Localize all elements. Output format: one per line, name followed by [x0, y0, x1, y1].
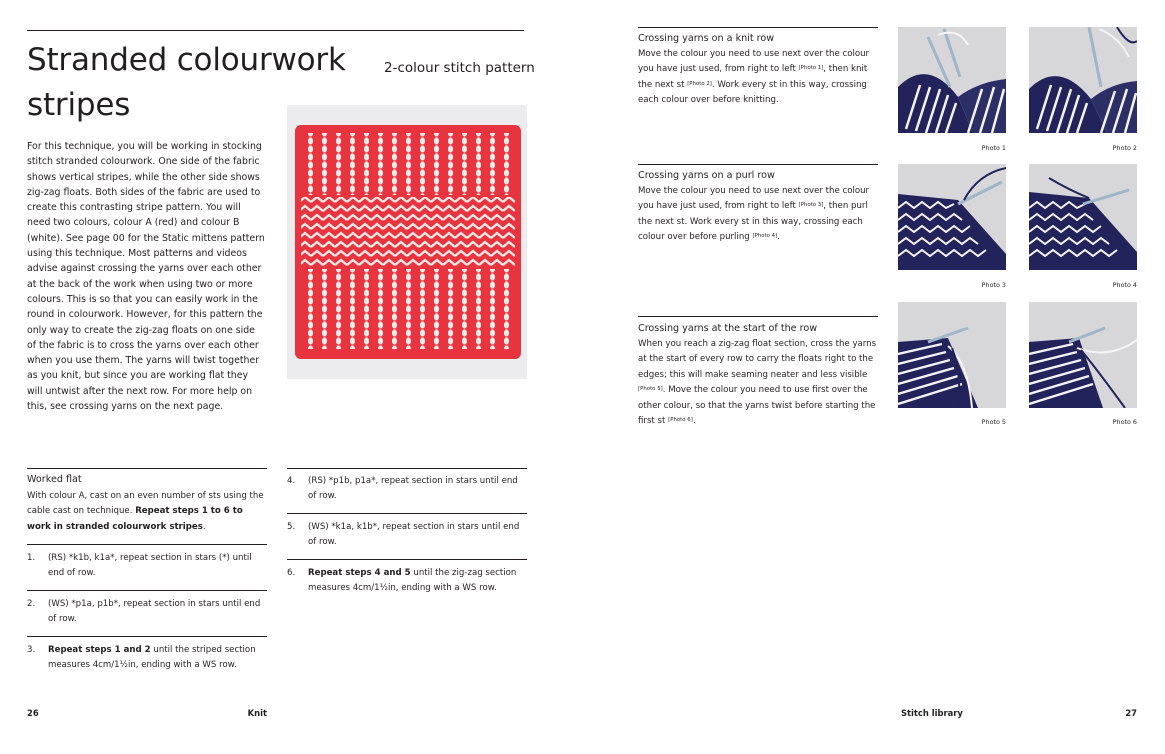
worked-flat-title: Worked flat [27, 474, 82, 485]
step-rule [27, 544, 267, 545]
section-rule [638, 316, 878, 317]
section-title-purl-row: Crossing yarns on a purl row [638, 170, 775, 181]
swatch-graphic [287, 105, 527, 379]
worked-flat-text: With colour A, cast on an even number of sts using the cable cast on technique. Repeat steps 1 to 6 to work in stranded colourwork stripes. [27, 491, 264, 532]
photo-6-image [1029, 302, 1137, 408]
knitted-swatch-image [287, 105, 527, 379]
photo-3-image [898, 164, 1006, 270]
section-rule [638, 27, 878, 28]
section-title-start-row: Crossing yarns at the start of the row [638, 323, 818, 334]
section-text-start-row: When you reach a zig-zag float section, cross the yarns at the start of every row to carry the floats right to the edges; this will make seaming neater and less visible [Photo 5]. Move the colour you need to use first over the other colour, so that the yarns twist before starting the first st [Photo 6]. [638, 339, 877, 427]
step-rule [287, 513, 527, 514]
photo-1-caption: Photo 1 [981, 144, 1006, 152]
step-rule [287, 559, 527, 560]
photo-4-caption: Photo 4 [1112, 281, 1137, 289]
section-rule [638, 164, 878, 165]
photo-5-caption: Photo 5 [981, 418, 1006, 426]
photo-3-caption: Photo 3 [981, 281, 1006, 289]
right-page-number: 27 [1125, 708, 1137, 718]
step-rule [27, 590, 267, 591]
photo-4-image [1029, 164, 1137, 270]
top-rule [27, 30, 524, 31]
right-running-footer: Stitch library [901, 708, 963, 718]
section-text-knit-row: Move the colour you need to use next over the colour you have just used, from right to left [Photo 1], then knit the next st [Photo 2]. Work every st in this way, crossing each colour over before knitting. [638, 49, 870, 106]
photo-2-caption: Photo 2 [1112, 144, 1137, 152]
worked-flat-rule [27, 468, 267, 469]
section-title-knit-row: Crossing yarns on a knit row [638, 33, 775, 44]
intro-paragraph: For this technique, you will be working in stocking stitch stranded colourwork. One side of the fabric shows vertical stripes, while the other side shows zig-zag floats. Both sides of the fabric are used to create this contrasting stripe pattern. You will need two colours, colour A (red) and colour B (white). See page 00 for the Static mittens pattern using this technique. Most patterns and videos advise against crossing the yarns over each other at the back of the work when using two or more colours. This is so that you can easily work in the round in colourwork. However, for this pattern the only way to create the zig-zag floats on one side of the fabric is to cross the yarns over each other when you use them. The yarns will twist together as you knit, but since you are working flat they will untwist after the next row. For more help on this, see crossing yarns on the next page. [27, 141, 265, 413]
page-title: Stranded colourwork stripes [27, 42, 346, 123]
photo-5-image [898, 302, 1006, 408]
step-rule [27, 636, 267, 637]
section-text-purl-row: Move the colour you need to use next over the colour you have just used, from right to left [Photo 3], then purl the next st. Work every st in this way, crossing each colour over before purling [Photo 4]. [638, 186, 870, 243]
step-rule [287, 468, 527, 469]
left-page-number: 26 [27, 708, 39, 718]
photo-1-image [898, 27, 1006, 133]
photo-2-image [1029, 27, 1137, 133]
photo-6-caption: Photo 6 [1112, 418, 1137, 426]
page-subtitle: 2-colour stitch pattern [384, 60, 535, 76]
left-running-footer: Knit [247, 708, 267, 718]
